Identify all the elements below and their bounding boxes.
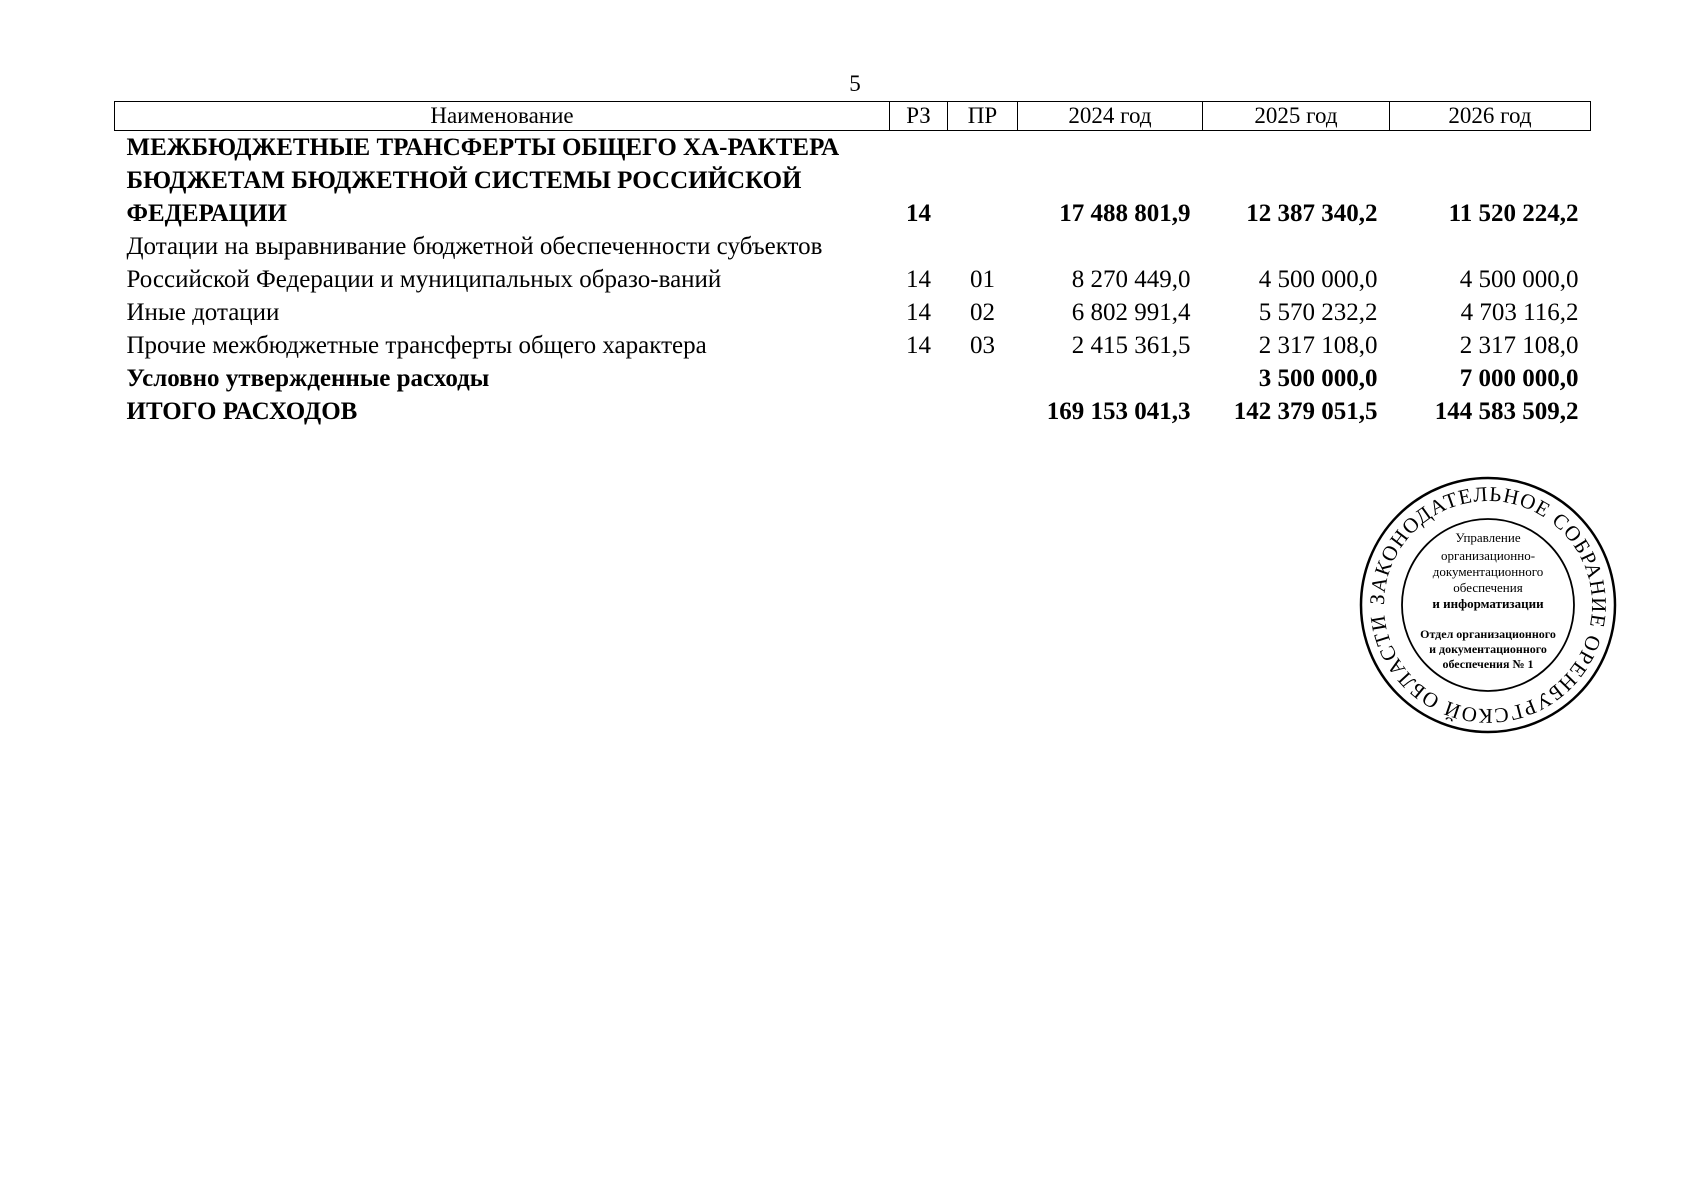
row-2026: 4 500 000,0: [1459, 266, 1579, 293]
row-pr: [948, 362, 1018, 395]
row-rz: 14: [906, 200, 931, 227]
stamp-line: и информатизации: [1432, 596, 1544, 611]
row-2025: 4 500 000,0: [1258, 266, 1378, 293]
row-pr: 01: [970, 266, 995, 293]
table-row: [115, 230, 1591, 296]
row-pr: [948, 131, 1018, 231]
row-2025: 5 570 232,2: [1258, 299, 1378, 326]
stamp-line: обеспечения № 1: [1442, 657, 1534, 671]
header-2026: 2026 год: [1390, 102, 1591, 131]
stamp-line: обеспечения: [1453, 580, 1523, 595]
row-2024: 6 802 991,4: [1071, 299, 1191, 326]
row-2026: 2 317 108,0: [1459, 332, 1579, 359]
row-pr: 02: [970, 299, 995, 326]
table-header-row: [115, 102, 1591, 131]
row-2025: 12 387 340,2: [1246, 200, 1378, 227]
row-2024: [1018, 362, 1203, 395]
header-pr: ПР: [948, 102, 1018, 131]
row-name: Дотации на выравнивание бюджетной обеспеченности субъектов Российской Федерации и муниципальных образо-ваний: [126, 233, 823, 293]
table-row: [115, 131, 1591, 231]
row-2026: 7 000 000,0: [1459, 365, 1579, 392]
table-row: [115, 329, 1591, 362]
row-rz: 14: [906, 299, 931, 326]
stamp-line: Управление: [1455, 530, 1521, 545]
page-number: 5: [849, 71, 861, 96]
row-name: МЕЖБЮДЖЕТНЫЕ ТРАНСФЕРТЫ ОБЩЕГО ХА-РАКТЕРА БЮДЖЕТАМ БЮДЖЕТНОЙ СИСТЕМЫ РОССИЙСКОЙ ФЕДЕРАЦИИ: [126, 134, 840, 227]
row-2025: 3 500 000,0: [1258, 365, 1378, 392]
row-name: ИТОГО РАСХОДОВ: [126, 398, 358, 425]
table-row: [115, 296, 1591, 329]
stamp-line: организационно-: [1440, 548, 1536, 563]
row-name: Иные дотации: [126, 299, 280, 326]
row-2026: 144 583 509,2: [1434, 398, 1579, 425]
row-2025: 142 379 051,5: [1233, 398, 1378, 425]
row-rz: [890, 395, 948, 428]
row-2025: 2 317 108,0: [1258, 332, 1378, 359]
row-rz: 14: [906, 332, 931, 359]
row-2024: 169 153 041,3: [1046, 398, 1191, 425]
row-2026: 11 520 224,2: [1448, 200, 1579, 227]
stamp-line: и документационного: [1429, 642, 1547, 656]
row-pr: [948, 395, 1018, 428]
table-row: [115, 362, 1591, 395]
header-2025: 2025 год: [1203, 102, 1390, 131]
row-pr: 03: [970, 332, 995, 359]
row-2024: 8 270 449,0: [1071, 266, 1191, 293]
row-2024: 2 415 361,5: [1071, 332, 1191, 359]
stamp-line: Отдел организационного: [1420, 627, 1556, 641]
budget-table: [114, 101, 1591, 428]
header-rz: РЗ: [890, 102, 948, 131]
row-rz: 14: [906, 266, 931, 293]
row-name: Прочие межбюджетные трансферты общего характера: [126, 332, 707, 359]
header-name: Наименование: [115, 102, 890, 131]
table-row-total: [115, 395, 1591, 428]
header-2024: 2024 год: [1018, 102, 1203, 131]
row-name: Условно утвержденные расходы: [126, 365, 490, 392]
row-2024: 17 488 801,9: [1059, 200, 1191, 227]
official-stamp: [1357, 474, 1619, 736]
stamp-ring-text: ЗАКОНОДАТЕЛЬНОЕ СОБРАНИЕ ОРЕНБУРГСКОЙ ОБЛАСТИ: [1364, 481, 1612, 729]
stamp-line: документационного: [1432, 564, 1544, 579]
row-2026: 4 703 116,2: [1460, 299, 1579, 326]
row-rz: [890, 362, 948, 395]
